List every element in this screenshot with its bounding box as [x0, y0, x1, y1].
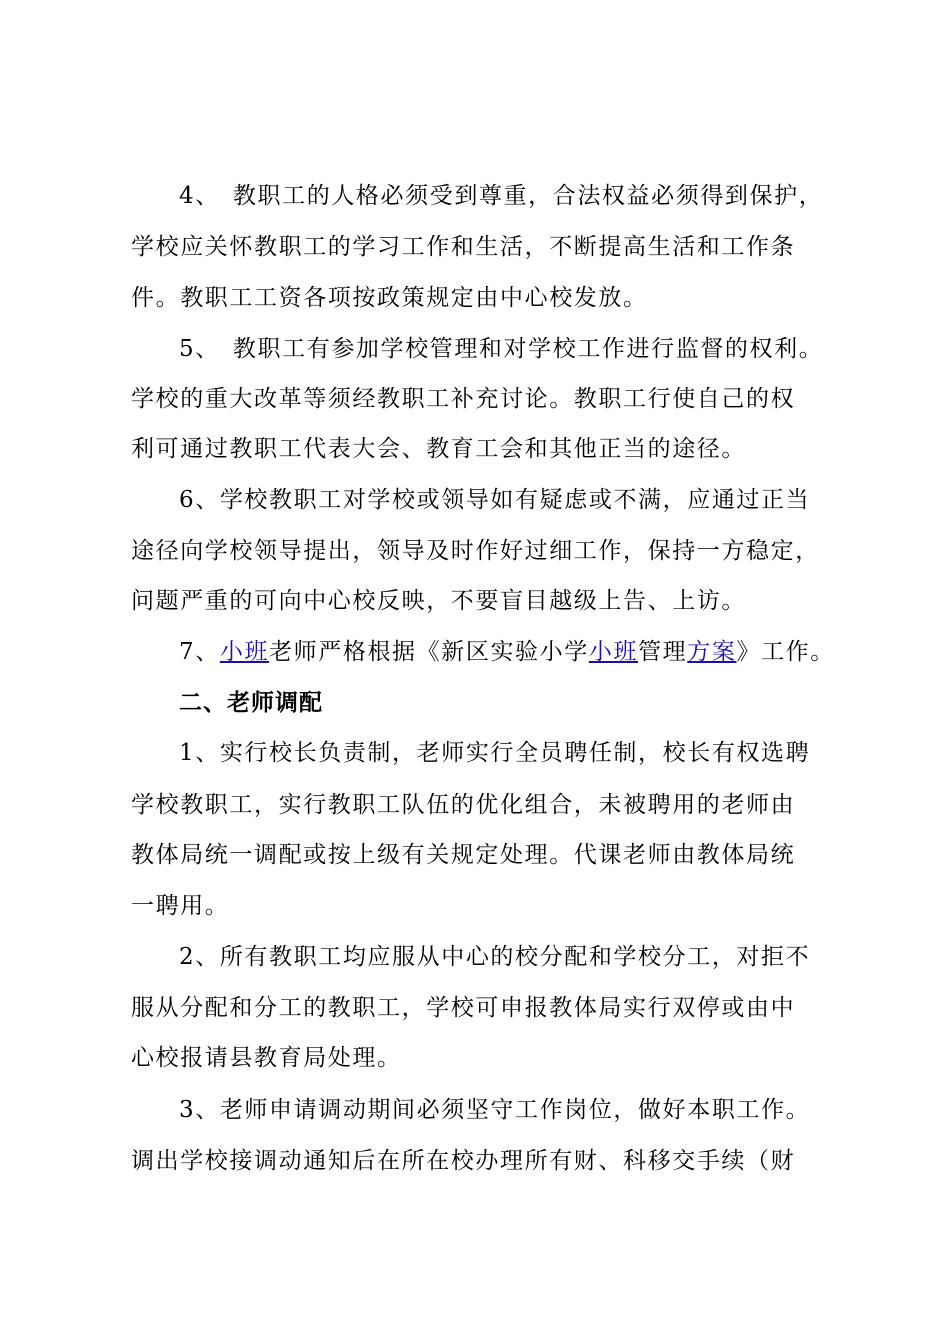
paragraph-7-text: 老师严格根据《新区实验小学: [269, 639, 589, 665]
paragraph-6-line-2: 途径向学校领导提出，领导及时作好过细工作，保持一方稳定，: [131, 538, 820, 564]
paragraph-1-line-3: 教体局统一调配或按上级有关规定处理。代课老师由教体局统: [131, 842, 796, 868]
paragraph-7-text: 管理: [638, 639, 688, 665]
paragraph-5-line-1: 5、 教职工有参加学校管理和对学校工作进行监督的权利。: [179, 336, 824, 362]
paragraph-1-line-4: 一聘用。: [131, 893, 230, 919]
plan-link[interactable]: 方案: [687, 639, 737, 665]
section-heading: 二、老师调配: [179, 690, 323, 716]
paragraph-4-line-1: 4、 教职工的人格必须受到尊重，合法权益必须得到保护，: [179, 183, 824, 209]
paragraph-1-line-1: 1、实行校长负责制，老师实行全员聘任制，校长有权选聘: [179, 740, 811, 766]
paragraph-2-line-1: 2、所有教职工均应服从中心的校分配和学校分工，对拒不: [179, 944, 811, 970]
paragraph-5-line-2: 学校的重大改革等须经教职工补充讨论。教职工行使自己的权: [131, 386, 796, 412]
small-class-link[interactable]: 小班: [219, 639, 270, 665]
paragraph-1-line-2: 学校教职工，实行教职工队伍的优化组合，未被聘用的老师由: [131, 792, 796, 818]
paragraph-4-line-3: 件。教职工工资各项按政策规定由中心校发放。: [131, 285, 648, 311]
paragraph-3-line-1: 3、老师申请调动期间必须坚守工作岗位，做好本职工作。: [179, 1097, 811, 1123]
paragraph-4-line-2: 学校应关怀教职工的学习工作和生活，不断提高生活和工作条: [131, 234, 796, 260]
paragraph-6-line-3: 问题严重的可向中心校反映，不要盲目越级上告、上访。: [131, 588, 746, 614]
paragraph-3-line-2: 调出学校接调动通知后在所在校办理所有财、科移交手续（财: [131, 1148, 796, 1174]
paragraph-2-line-2: 服从分配和分工的教职工，学校可申报教体局实行双停或由中: [131, 995, 796, 1021]
small-class-link[interactable]: 小班: [588, 639, 639, 665]
paragraph-7-text: 》工作。: [736, 639, 835, 665]
paragraph-2-line-3: 心校报请县教育局处理。: [131, 1045, 402, 1071]
paragraph-7-number: 7、: [179, 639, 220, 665]
paragraph-6-line-1: 6、学校教职工对学校或领导如有疑虑或不满，应通过正当: [179, 487, 811, 513]
paragraph-7-line-1: [179, 637, 835, 667]
paragraph-5-line-3: 利可通过教职工代表大会、教育工会和其他正当的途径。: [131, 436, 746, 462]
